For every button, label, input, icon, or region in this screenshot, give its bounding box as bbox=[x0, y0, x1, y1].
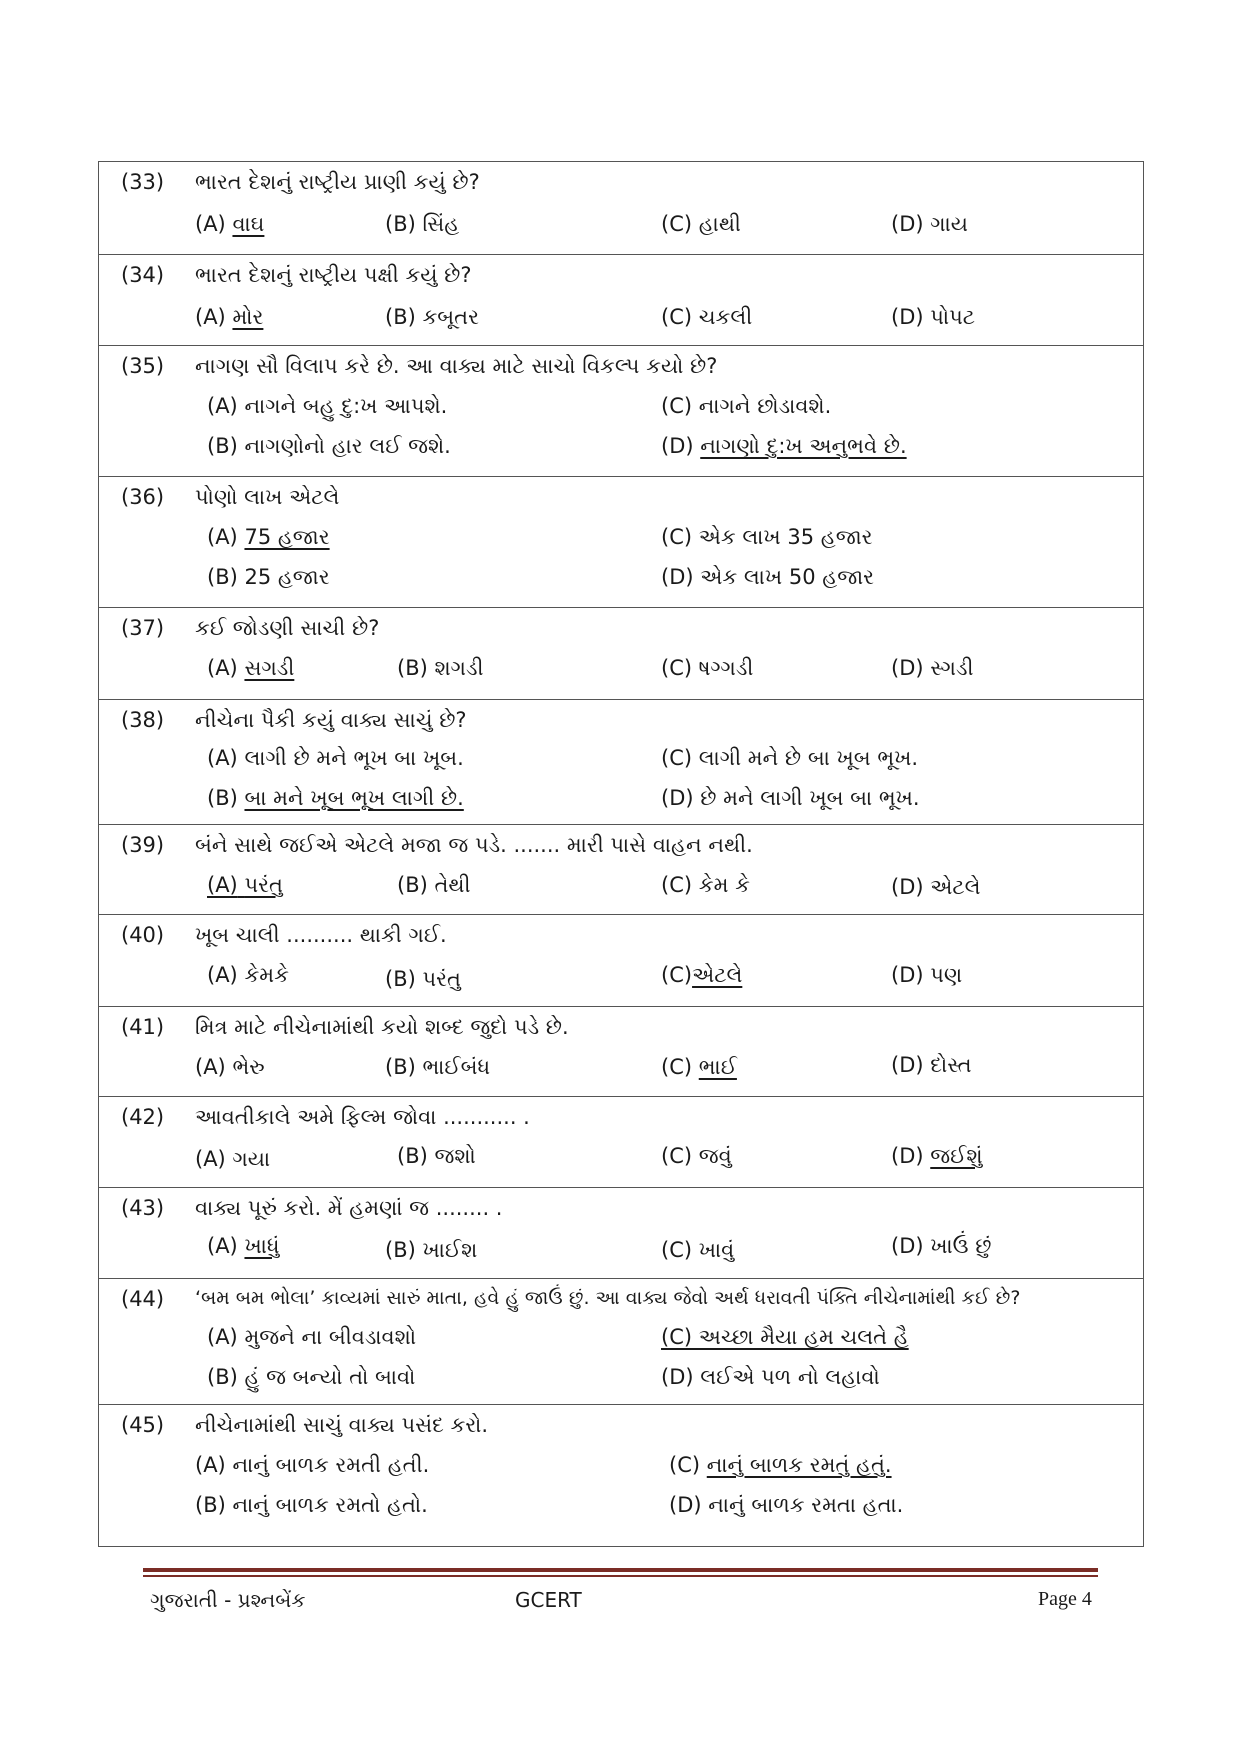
question-text: ‘બમ બમ ભોલા’ કાવ્યમાં સારું માતા, હવે હું જાઉં છું. આ વાક્ય જેવો અર્થ ધરાવતી પંક્તિ નીચેનામાંથી કઈ છે? bbox=[195, 1287, 1021, 1309]
footer-divider bbox=[143, 1568, 1098, 1572]
question-text: ભારત દેશનું રાષ્ટ્રીય પક્ષી કયું છે? bbox=[195, 263, 472, 287]
question-text: ભારત દેશનું રાષ્ટ્રીય પ્રાણી કયું છે? bbox=[195, 170, 480, 194]
question-45 bbox=[99, 1404, 1143, 1546]
question-number: (45) bbox=[121, 1413, 165, 1437]
option-b: (B) શગડી bbox=[397, 656, 484, 680]
option-a: (A) 75 હજાર bbox=[207, 525, 330, 549]
option-c: (C) લાગી મને છે બા ખૂબ ભૂખ. bbox=[661, 746, 919, 770]
option-b: (B) સિંહ bbox=[385, 212, 460, 236]
option-a: (A) મોર bbox=[195, 305, 264, 329]
question-33 bbox=[99, 162, 1143, 254]
question-38 bbox=[99, 699, 1143, 824]
option-c: (C) નાનું બાળક રમતું હતું. bbox=[669, 1453, 892, 1477]
page-number: Page 4 bbox=[1038, 1588, 1092, 1610]
option-d: (D) ખાઉં છું bbox=[891, 1234, 992, 1258]
question-number: (35) bbox=[121, 354, 165, 378]
option-d: (D) જઈશું bbox=[891, 1144, 983, 1168]
question-41 bbox=[99, 1006, 1143, 1096]
option-c: (C) એક લાખ 35 હજાર bbox=[661, 525, 873, 549]
option-d: (D) લઈએ પળ નો લહાવો bbox=[661, 1365, 880, 1389]
question-36 bbox=[99, 476, 1143, 607]
option-b: (B) જશો bbox=[397, 1144, 476, 1168]
question-number: (38) bbox=[121, 708, 165, 732]
option-a: (A) નાગને બહુ દુ:ખ આપશે. bbox=[207, 394, 448, 418]
option-d: (D) દોસ્ત bbox=[891, 1053, 972, 1077]
option-c: (C) અચ્છા મૈયા હમ ચલતે હૈ bbox=[661, 1325, 909, 1349]
question-text: નીચેના પૈકી કયું વાક્ય સાચું છે? bbox=[195, 708, 467, 732]
question-text: નીચેનામાંથી સાચું વાક્ય પસંદ કરો. bbox=[195, 1413, 489, 1437]
option-a: (A) પરંતુ bbox=[207, 873, 283, 897]
question-text: મિત્ર માટે નીચેનામાંથી કયો શબ્દ જુદો પડે છે. bbox=[195, 1015, 569, 1039]
question-40 bbox=[99, 914, 1143, 1006]
option-c: (C) હાથી bbox=[661, 212, 741, 236]
option-b: (B) નાનું બાળક રમતો હતો. bbox=[195, 1493, 428, 1517]
option-a: (A) કેમકે bbox=[207, 963, 289, 987]
option-d: (D) છે મને લાગી ખૂબ બા ભૂખ. bbox=[661, 786, 920, 810]
option-b: (B) પરંતુ bbox=[385, 967, 461, 991]
option-c: (C)એટલે bbox=[661, 963, 743, 987]
question-35 bbox=[99, 345, 1143, 476]
option-b: (B) કબૂતર bbox=[385, 305, 479, 329]
question-text: વાક્ય પૂરું કરો. મેં હમણાં જ ........ . bbox=[195, 1196, 503, 1220]
question-number: (44) bbox=[121, 1287, 165, 1311]
footer-subject: ગુજરાતી - પ્રશ્નબેંક bbox=[150, 1588, 306, 1612]
option-c: (C) ભાઈ bbox=[661, 1055, 737, 1079]
option-d: (D) સ્ગડી bbox=[891, 656, 974, 680]
question-text: પોણો લાખ એટલે bbox=[195, 485, 340, 509]
question-42 bbox=[99, 1096, 1143, 1187]
option-a: (A) લાગી છે મને ભૂખ બા ખૂબ. bbox=[207, 746, 464, 770]
option-b: (B) ભાઈબંધ bbox=[385, 1055, 491, 1079]
option-c: (C) જવું bbox=[661, 1144, 732, 1168]
option-d: (D) પણ bbox=[891, 963, 963, 987]
option-d: (D) એક લાખ 50 હજાર bbox=[661, 565, 875, 589]
option-a: (A) ગયા bbox=[195, 1147, 271, 1171]
question-number: (33) bbox=[121, 170, 165, 194]
option-a: (A) નાનું બાળક રમતી હતી. bbox=[195, 1453, 430, 1477]
question-number: (39) bbox=[121, 833, 165, 857]
question-text: નાગણ સૌ વિલાપ કરે છે. આ વાક્ય માટે સાચો વિકલ્પ કયો છે? bbox=[195, 354, 718, 378]
footer-divider-thin bbox=[143, 1575, 1098, 1577]
option-d: (D) એટલે bbox=[891, 875, 981, 899]
option-b: (B) હું જ બન્યો તો બાવો bbox=[207, 1365, 416, 1389]
option-b: (B) ખાઈશ bbox=[385, 1238, 478, 1262]
question-table bbox=[98, 161, 1144, 1547]
option-c: (C) ચકલી bbox=[661, 305, 753, 329]
option-b: (B) તેથી bbox=[397, 873, 471, 897]
option-a: (A) વાઘ bbox=[195, 212, 265, 236]
option-d: (D) નાનું બાળક રમતા હતા. bbox=[669, 1493, 904, 1517]
question-43 bbox=[99, 1187, 1143, 1278]
option-c: (C) નાગને છોડાવશે. bbox=[661, 394, 832, 418]
option-d: (D) પોપટ bbox=[891, 305, 975, 329]
question-text: કઈ જોડણી સાચી છે? bbox=[195, 616, 380, 640]
option-a: (A) ભેરુ bbox=[195, 1055, 265, 1079]
option-d: (D) નાગણો દુ:ખ અનુભવે છે. bbox=[661, 434, 907, 458]
question-39 bbox=[99, 824, 1143, 914]
option-c: (C) કેમ કે bbox=[661, 873, 750, 897]
option-a: (A) ખાધું bbox=[207, 1234, 280, 1258]
option-c: (C) ષગ્ગડી bbox=[661, 656, 754, 680]
question-number: (41) bbox=[121, 1015, 165, 1039]
question-number: (34) bbox=[121, 263, 165, 287]
option-b: (B) નાગણોનો હાર લઈ જશે. bbox=[207, 434, 451, 458]
question-text: ખૂબ ચાલી .......... થાકી ગઈ. bbox=[195, 923, 447, 947]
option-c: (C) ખાવું bbox=[661, 1238, 735, 1262]
question-number: (43) bbox=[121, 1196, 165, 1220]
question-number: (36) bbox=[121, 485, 165, 509]
option-d: (D) ગાય bbox=[891, 212, 968, 236]
option-b: (B) 25 હજાર bbox=[207, 565, 330, 589]
question-number: (37) bbox=[121, 616, 165, 640]
option-a: (A) મુજને ના બીવડાવશો bbox=[207, 1325, 417, 1349]
footer-publisher: GCERT bbox=[515, 1588, 582, 1612]
question-number: (40) bbox=[121, 923, 165, 947]
option-b: (B) બા મને ખૂબ ભૂખ લાગી છે. bbox=[207, 786, 464, 810]
question-text: બંને સાથે જઈએ એટલે મજા જ પડે. ....... મારી પાસે વાહન નથી. bbox=[195, 833, 753, 857]
question-37 bbox=[99, 607, 1143, 699]
question-34 bbox=[99, 254, 1143, 345]
question-44 bbox=[99, 1278, 1143, 1404]
question-number: (42) bbox=[121, 1105, 165, 1129]
option-a: (A) સગડી bbox=[207, 656, 295, 680]
question-text: આવતીકાલે અમે ફિલ્મ જોવા ........... . bbox=[195, 1105, 530, 1129]
